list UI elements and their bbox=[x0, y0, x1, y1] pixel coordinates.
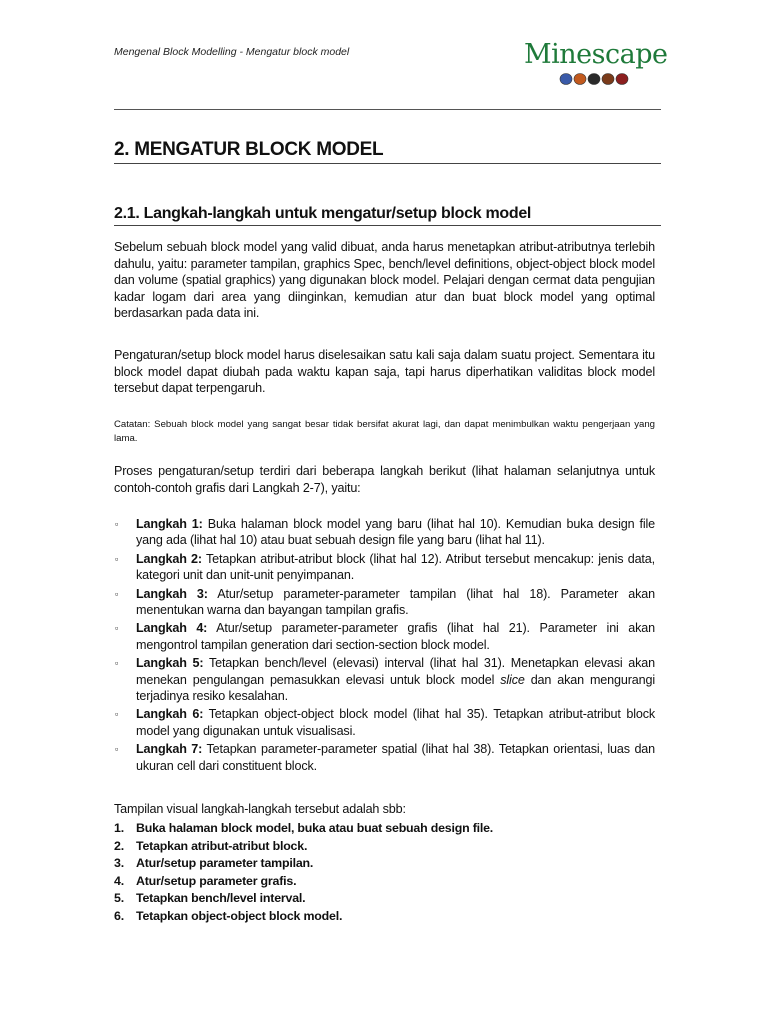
list-item bbox=[114, 655, 655, 704]
list-item bbox=[114, 838, 493, 856]
list-number: 3. bbox=[114, 856, 124, 871]
list-text: Tetapkan atribut-atribut block. bbox=[136, 838, 308, 853]
list-item bbox=[114, 908, 493, 926]
list-item bbox=[114, 890, 493, 908]
setup-paragraph: Pengaturan/setup block model harus diselesaikan satu kali saja dalam suatu project. Sementara itu block model dapat diubah pada waktu kapan saja, tapi harus diperhatikan validitas block model tersebut dapat terpengaruh. bbox=[114, 348, 655, 395]
step-label: Langkah 1: bbox=[136, 517, 203, 531]
list-text: Buka halaman block model, buka atau buat sebuah design file. bbox=[136, 821, 494, 835]
bullet-icon: ▫ bbox=[115, 658, 119, 669]
step-label: Langkah 3: bbox=[136, 586, 208, 601]
logo-wordmark: Minescape bbox=[524, 39, 668, 70]
step-text: Buka halaman block model yang baru (lihat hal 10). Kemudian buka design file yang ada (lihat hal 10) atau buat sebuah design file yang baru (lihat hal 11). bbox=[136, 517, 655, 548]
intro-paragraph: Sebelum sebuah block model yang valid dibuat, anda harus menetapkan atribut-atributnya terlebih dahulu, yaitu: parameter tampilan, graphics Spec, bench/level definitions, object-object block model dan volume (spatial graphics) yang digunakan block model. Pelajari dengan cermat data pengujian kadar logam dari area yang diinginkan, kemudian atur dan buat block model yang optimal berdasarkan pada data ini. bbox=[114, 240, 655, 320]
list-item bbox=[114, 820, 493, 838]
list-text: Tetapkan object-object block model. bbox=[136, 908, 343, 923]
chapter-heading: 2. MENGATUR BLOCK MODEL bbox=[114, 139, 661, 164]
process-intro: Proses pengaturan/setup terdiri dari beberapa langkah berikut (lihat halaman selanjutnya untuk contoh-contoh grafis dari Langkah 2-7), yaitu: bbox=[114, 464, 655, 495]
step-text: Tetapkan atribut-atribut block (lihat hal 12). Atribut tersebut mencakup: jenis data, kategori unit dan unit-unit penyimpanan. bbox=[136, 551, 655, 583]
list-item bbox=[114, 873, 493, 891]
steps-list bbox=[114, 516, 655, 776]
visual-steps-list bbox=[114, 820, 493, 926]
step-text: Tetapkan object-object block model (lihat hal 35). Tetapkan atribut-atribut block model yang digunakan untuk visualisasi. bbox=[136, 707, 656, 738]
list-text: Atur/setup parameter grafis. bbox=[136, 873, 297, 888]
note-text: Catatan: Sebuah block model yang sangat besar tidak bersifat akurat lagi, dan dapat menimbulkan waktu pengerjaan yang lama. bbox=[114, 419, 655, 444]
minescape-logo bbox=[524, 39, 668, 92]
step-italic-term: slice bbox=[500, 672, 525, 687]
step-text: Atur/setup parameter-parameter grafis (lihat hal 21). Parameter ini akan mengontrol tampilan generation dari section-section block model. bbox=[136, 621, 655, 652]
step-label: Langkah 7: bbox=[136, 742, 203, 757]
step-label: Langkah 4: bbox=[136, 621, 208, 636]
bullet-icon: ▫ bbox=[115, 553, 119, 564]
logo-discs-icon bbox=[558, 70, 630, 86]
bullet-icon: ▫ bbox=[115, 519, 119, 529]
running-header: Mengenal Block Modelling - Mengatur block model bbox=[114, 46, 350, 58]
list-item bbox=[114, 741, 655, 774]
bullet-icon: ▫ bbox=[115, 744, 119, 755]
list-number: 6. bbox=[114, 908, 124, 923]
list-number: 1. bbox=[114, 821, 124, 835]
step-label: Langkah 6: bbox=[136, 707, 204, 722]
section-heading: 2.1. Langkah-langkah untuk mengatur/setup block model bbox=[114, 205, 661, 226]
list-text: Tetapkan bench/level interval. bbox=[136, 891, 306, 906]
list-item bbox=[114, 586, 655, 619]
bullet-icon: ▫ bbox=[115, 709, 119, 720]
list-number: 4. bbox=[114, 873, 124, 888]
step-text: dan akan mengurangi terjadinya resiko kesalahan. bbox=[136, 672, 655, 704]
step-text: Tetapkan parameter-parameter spatial (lihat hal 38). Tetapkan orientasi, luas dan ukuran cell dari constituent block. bbox=[136, 742, 656, 773]
list-item bbox=[114, 551, 655, 584]
list-text: Atur/setup parameter tampilan. bbox=[136, 856, 314, 871]
list-item bbox=[114, 516, 655, 549]
bullet-icon: ▫ bbox=[115, 623, 119, 634]
list-item bbox=[114, 855, 493, 873]
list-item bbox=[114, 706, 655, 739]
step-label: Langkah 5: bbox=[136, 656, 204, 671]
list-item bbox=[114, 620, 655, 653]
header-divider bbox=[114, 109, 661, 110]
list-number: 5. bbox=[114, 891, 124, 906]
step-label: Langkah 2: bbox=[136, 551, 202, 566]
list-number: 2. bbox=[114, 838, 124, 853]
bullet-icon: ▫ bbox=[115, 588, 119, 599]
visual-steps-intro: Tampilan visual langkah-langkah tersebut adalah sbb: bbox=[114, 802, 406, 816]
step-text: Atur/setup parameter-parameter tampilan (lihat hal 18). Parameter akan menentukan warna dan bayangan tampilan grafis. bbox=[136, 586, 655, 618]
step-text: Tetapkan bench/level (elevasi) interval (lihat hal 31). Menetapkan elevasi akan menekan pengulangan pemasukkan elevasi untuk block model bbox=[136, 656, 656, 687]
